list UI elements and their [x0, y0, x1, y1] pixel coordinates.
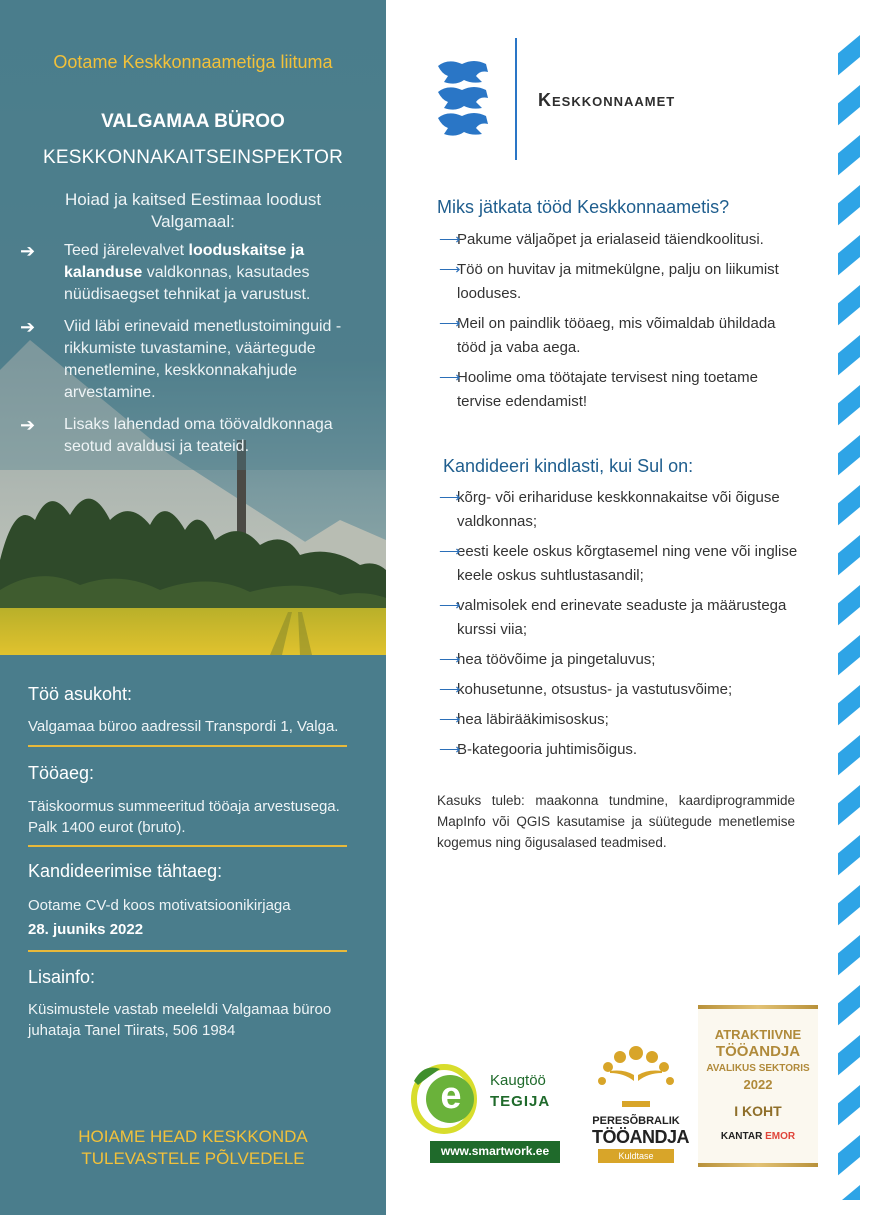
arrow-right-icon: ➔: [20, 317, 36, 337]
list-item: ⟶ Meil on paindlik tööaeg, mis võimaldab ühildada tööd ja vaba aega.: [439, 312, 799, 360]
badge-line2: TÖÖANDJA: [715, 1043, 801, 1060]
badge-line1: Kaugtöö: [490, 1072, 546, 1089]
arrow-right-icon: ⟶: [439, 231, 461, 248]
badge-rank: I KOHT: [734, 1103, 782, 1119]
decorative-stripe: [830, 30, 866, 1200]
requirements-list: [439, 486, 799, 768]
arrow-right-icon: ⟶: [439, 597, 461, 614]
badge-level: Kuldtase: [598, 1149, 674, 1163]
arrow-right-icon: ⟶: [439, 369, 461, 386]
location-text: Valgamaa büroo aadressil Transpordi 1, Valga.: [28, 718, 339, 735]
deadline-text: Ootame CV-d koos motivatsioonikirjaga: [28, 897, 291, 914]
three-lions-coat-of-arms-icon: [434, 58, 492, 140]
badge-line2: TÖÖANDJA: [592, 1127, 690, 1147]
list-item: ⟶ Pakume väljaõpet ja erialaseid täiendkoolitusi.: [439, 228, 799, 252]
info-text: Küsimustele vastab meeleldi Valgamaa büroo juhataja Tanel Tiirats, 506 1984: [28, 1001, 332, 1039]
hours-text: Täiskoormus summeeritud tööaja arvestusega. Palk 1400 eurot (bruto).: [28, 798, 340, 836]
list-item: ⟶ eesti keele oskus kõrgtasemel ning vene või inglise keele oskus suhtlustasandil;: [439, 540, 799, 588]
duty-item: ➔ Teed järelevalvet looduskaitse ja kalanduse valdkonnas, kasutades nüüdisaegset tehnikat ja varustust.: [20, 241, 311, 303]
location-heading: Töö asukoht:: [28, 684, 133, 704]
gold-border: [698, 1163, 818, 1167]
family-tree-icon: [592, 1045, 680, 1111]
arrow-right-icon: ⟶: [439, 489, 461, 506]
list-item: ⟶ kohusetunne, otsustus- ja vastutusvõime;: [439, 678, 799, 702]
benefits-heading: Miks jätkata tööd Keskkonnaametis?: [437, 197, 730, 217]
benefits-list: [439, 228, 799, 420]
attractive-employer-badge: [698, 1005, 818, 1167]
arrow-right-icon: ➔: [20, 241, 36, 261]
office-title: VALGAMAA BÜROO: [101, 111, 285, 132]
deadline-date: 28. juuniks 2022: [28, 921, 144, 938]
divider: [28, 745, 347, 747]
position-title: KESKKONNAKAITSEINSPEKTOR: [42, 147, 344, 168]
requirements-heading: Kandideeri kindlasti, kui Sul on:: [443, 456, 694, 476]
left-panel: [0, 0, 386, 1215]
list-item: ⟶ hea töövõime ja pingetaluvus;: [439, 648, 799, 672]
info-heading: Lisainfo:: [28, 967, 96, 987]
arrow-right-icon: ⟶: [439, 261, 461, 278]
arrow-right-icon: ⟶: [439, 681, 461, 698]
intro-text: Hoiad ja kaitsed Eestimaa loodust Valgamaal:: [64, 190, 322, 231]
badge-line3: AVALIKUS SEKTORIS: [706, 1063, 810, 1074]
arrow-right-icon: ⟶: [439, 711, 461, 728]
duty-item: ➔ Lisaks lahendad oma töövaldkonnaga seotud avaldusi ja teateid.: [20, 415, 333, 455]
list-item: ⟶ hea läbirääkimisoskus;: [439, 708, 799, 732]
arrow-right-icon: ⟶: [439, 651, 461, 668]
list-item: ⟶ kõrg- või erihariduse keskkonnakaitse või õiguse valdkonnas;: [439, 486, 799, 534]
badge-brand: KANTAR EMOR: [720, 1131, 796, 1142]
badge-line1: PERESÕBRALIK: [592, 1115, 680, 1127]
list-item: ⟶ B-kategooria juhtimisõigus.: [439, 738, 799, 762]
badge-letter: e: [440, 1075, 462, 1117]
arrow-right-icon: ⟶: [439, 543, 461, 560]
badge-line2: TEGIJA: [490, 1093, 551, 1110]
duty-item: ➔ Viid läbi erinevaid menetlustoiminguid - rikkumiste tuvastamine, väärtegude menetlemine, keskkonnakahjude arvestamine.: [20, 317, 342, 401]
duties-list: [20, 240, 365, 468]
gold-border: [698, 1005, 818, 1009]
list-item: ⟶ valmisolek end erinevate seaduste ja määrustega kurssi viia;: [439, 594, 799, 642]
badge-url: www.smartwork.ee: [440, 1144, 550, 1158]
arrow-right-icon: ⟶: [439, 741, 461, 758]
hours-heading: Tööaeg:: [28, 763, 95, 783]
badge-line1: ATRAKTIIVNE: [714, 1027, 802, 1042]
arrow-right-icon: ⟶: [439, 315, 461, 332]
arrow-right-icon: ➔: [20, 415, 36, 435]
logo-wordmark: Keskkonnaamet: [538, 90, 676, 110]
advantage-note: Kasuks tuleb: maakonna tundmine, kaardiprogrammide MapInfo või QGIS kasutamise ja süütegude menetlemise kogemus ning õigusalased teadmised.: [437, 793, 795, 850]
deadline-heading: Kandideerimise tähtaeg:: [28, 861, 223, 881]
divider: [28, 845, 347, 847]
family-friendly-badge: [592, 1045, 690, 1165]
badge-year: 2022: [743, 1077, 773, 1092]
list-item: ⟶ Hoolime oma töötajate tervisest ning toetame tervise edendamist!: [439, 366, 799, 414]
smartwork-badge: [410, 1055, 565, 1165]
list-item: ⟶ Töö on huvitav ja mitmekülgne, palju on liikumist looduses.: [439, 258, 799, 306]
divider: [28, 950, 347, 952]
invite-text: Ootame Keskkonnaametiga liituma: [53, 52, 333, 72]
slogan: HOIAME HEAD KESKKONDA TULEVASTELE PÕLVEDELE: [78, 1127, 308, 1168]
logo-divider: [515, 38, 517, 160]
